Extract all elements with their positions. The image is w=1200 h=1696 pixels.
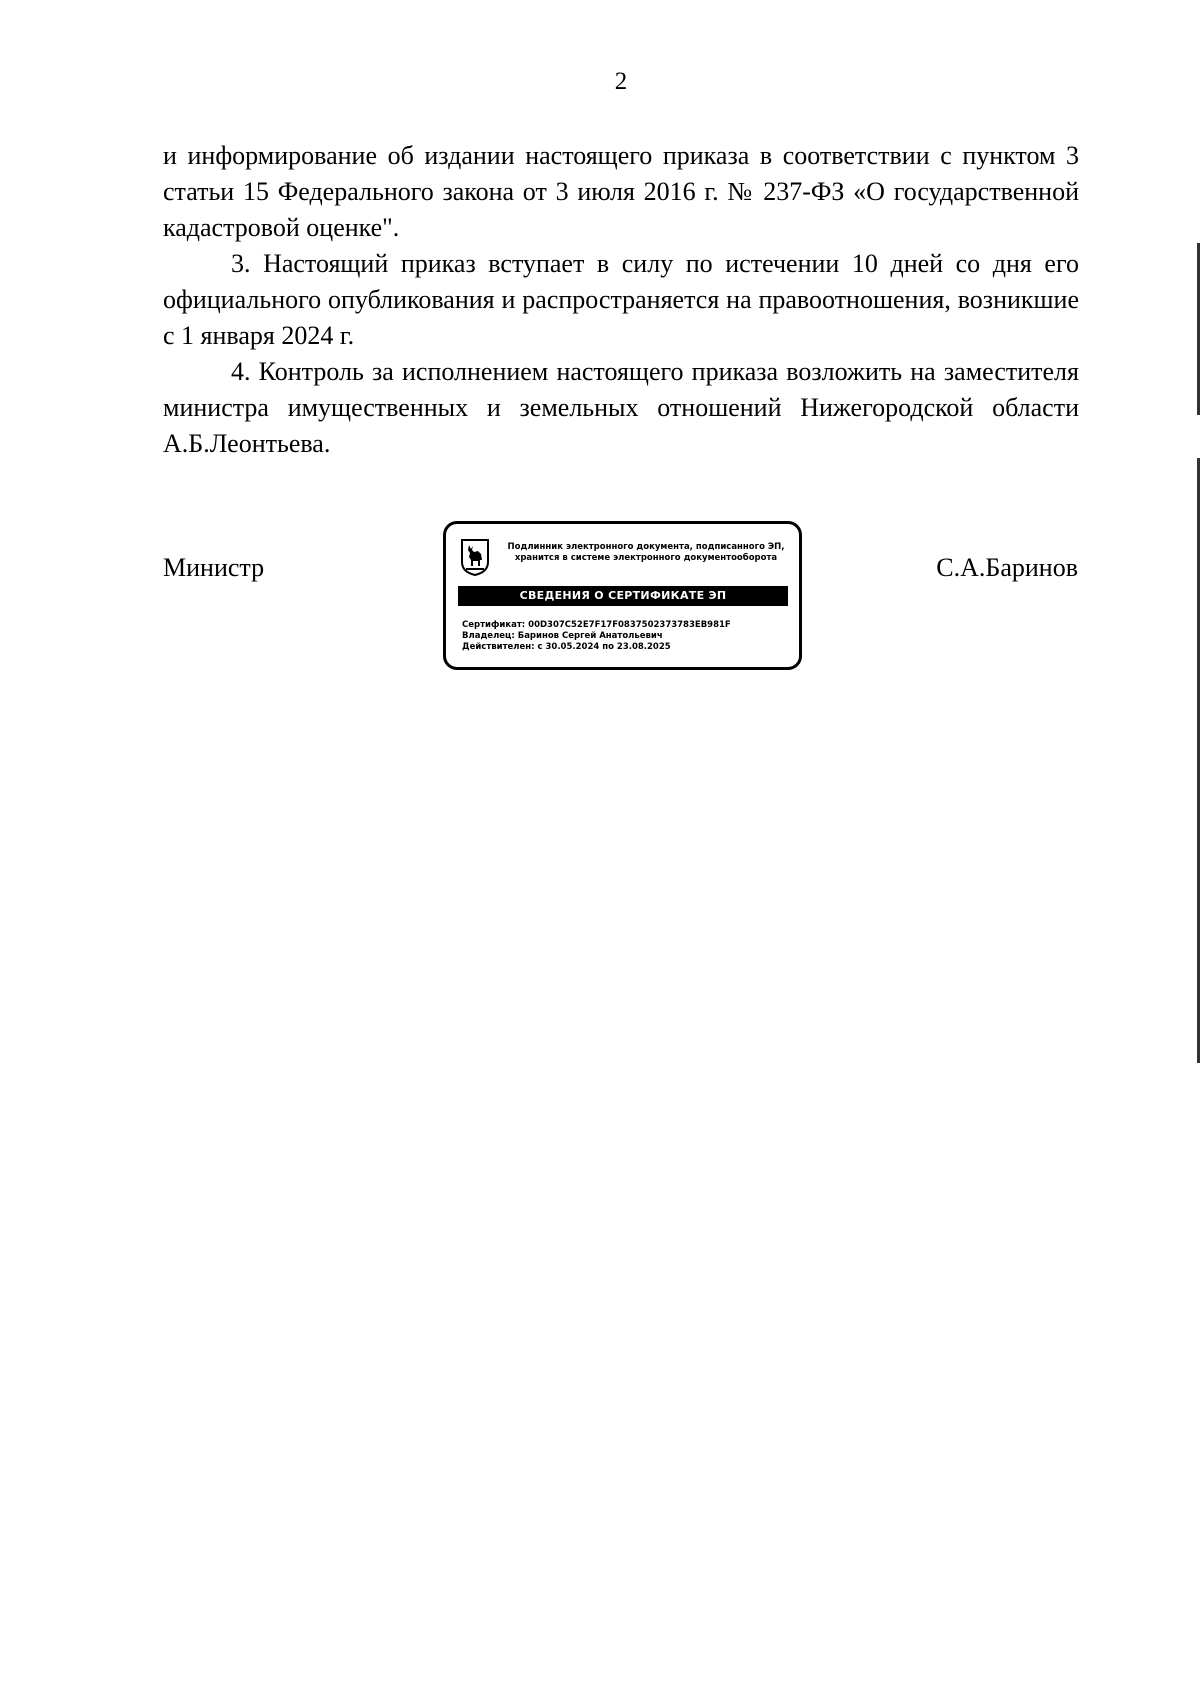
- paragraph-3: 3. Настоящий приказ вступает в силу по истечении 10 дней со дня его официального опубликования и распространяется на правоотношения, возникшие с 1 января 2024 г.: [163, 249, 1079, 350]
- nizhny-novgorod-deer-emblem-icon: [460, 538, 490, 576]
- certificate-owner: Владелец: Баринов Сергей Анатольевич: [462, 631, 663, 641]
- paragraph-4: 4. Контроль за исполнением настоящего приказа возложить на заместителя министра имущественных и земельных отношений Нижегородской области А.Б.Леонтьева.: [163, 357, 1079, 458]
- certificate-details: [462, 620, 792, 653]
- document-body: [163, 138, 1079, 462]
- signatory-title: Министр: [163, 553, 265, 582]
- certificate-banner: СВЕДЕНИЯ О СЕРТИФИКАТЕ ЭП: [458, 586, 788, 606]
- electronic-signature-stamp: [443, 521, 802, 670]
- certificate-number: Сертификат: 00D307C52E7F17F0837502373783EB981F: [462, 620, 731, 630]
- stamp-header-line-2: хранится в системе электронного документооборота: [514, 553, 778, 563]
- paragraph-continuation: и информирование об издании настоящего приказа в соответствии с пунктом 3 статьи 15 Федерального закона от 3 июля 2016 г. № 237-ФЗ «О государственной кадастровой оценке".: [163, 141, 1079, 242]
- stamp-header-line-1: Подлинник электронного документа, подписанного ЭП,: [507, 542, 785, 552]
- certificate-validity: Действителен: с 30.05.2024 по 23.08.2025: [462, 642, 671, 652]
- signatory-name: С.А.Баринов: [936, 553, 1078, 582]
- page-number: 2: [614, 68, 628, 95]
- stamp-header: [496, 542, 796, 564]
